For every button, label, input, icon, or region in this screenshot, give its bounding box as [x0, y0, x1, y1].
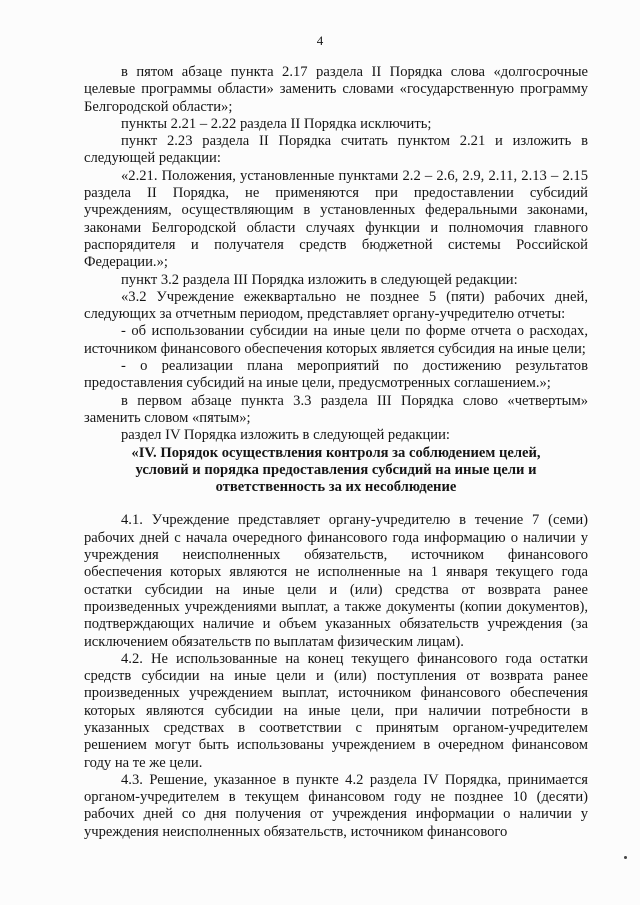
paragraph: 4.2. Не использованные на конец текущего финансового года остатки средств субсидии на иные цели и (или) поступления от возврата ранее произведенных учреждением выплат, источником финансового обеспечения которых являются субсидии на иные цели, при наличии потребности в указанных средствах в соответствии с принятым органом-учредителем решением могут быть использованы учреждением в очередном финансовом году на те же цели. — [84, 650, 588, 771]
scan-speck — [624, 856, 627, 859]
paragraph: раздел IV Порядка изложить в следующей редакции: — [121, 427, 450, 444]
paragraph: в первом абзаце пункта 3.3 раздела III Порядка слово «четвертым» заменить словом «пятым»; — [84, 392, 588, 426]
list-item: - об использовании субсидии на иные цели по форме отчета о расходах, источником финансового обеспечения которых является субсидия на иные цели; — [84, 323, 588, 357]
paragraph: пункты 2.21 – 2.22 раздела II Порядка исключить; — [121, 115, 432, 132]
paragraph: «2.21. Положения, установленные пунктами 2.2 – 2.6, 2.9, 2.11, 2.13 – 2.15 раздела II Порядка, не применяются при предоставлении субсидий учреждениям, осуществляющим в установленных федеральными законами, законами Белгородской области случаях функции и полномочия главного распорядителя и получателя средств бюджетной системы Российской Федерации.»; — [84, 167, 588, 271]
page-number: 4 — [316, 33, 324, 48]
list-item: - о реализации плана мероприятий по достижению результатов предоставления субсидий на иные цели, предусмотренных соглашением.»; — [84, 358, 588, 392]
paragraph: в пятом абзаце пункта 2.17 раздела II Порядка слова «долгосрочные целевые программы области» заменить словами «государственную программу Белгородской области»; — [84, 64, 588, 115]
paragraph: «3.2 Учреждение ежеквартально не позднее 5 (пяти) рабочих дней, следующих за отчетным периодом, представляет органу-учредителю отчеты: — [84, 288, 588, 323]
paragraph: 4.1. Учреждение представляет органу-учредителю в течение 7 (семи) рабочих дней с начала очередного финансового года информацию о наличии у учреждения неисполненных обязательств, источником финансового обеспечения которых являются не исполненные на 1 января текущего года остатки субсидии на иные цели и (или) средства от возврата ранее произведенных учреждениями выплат, а также документы (копии документов), подтверждающих наличие и объем указанных обязательств учреждения (за исключением обязательств по выплатам физическим лицам). — [84, 512, 588, 650]
paragraph: пункт 2.23 раздела II Порядка считать пунктом 2.21 и изложить в следующей редакции: — [84, 133, 588, 167]
section-heading: «IV. Порядок осуществления контроля за соблюдением целей, условий и порядка предоставления субсидий на иные цели и ответственность за их несоблюдение — [131, 444, 541, 496]
document-body — [84, 64, 588, 841]
spacer — [84, 496, 588, 512]
paragraph: 4.3. Решение, указанное в пункте 4.2 раздела IV Порядка, принимается органом-учредителем в текущем финансовом году не позднее 10 (десяти) рабочих дней со дня получения от учреждения информации о наличии у учреждения неисполненных обязательств, источником финансового — [84, 771, 588, 840]
paragraph: пункт 3.2 раздела III Порядка изложить в следующей редакции: — [121, 271, 518, 288]
